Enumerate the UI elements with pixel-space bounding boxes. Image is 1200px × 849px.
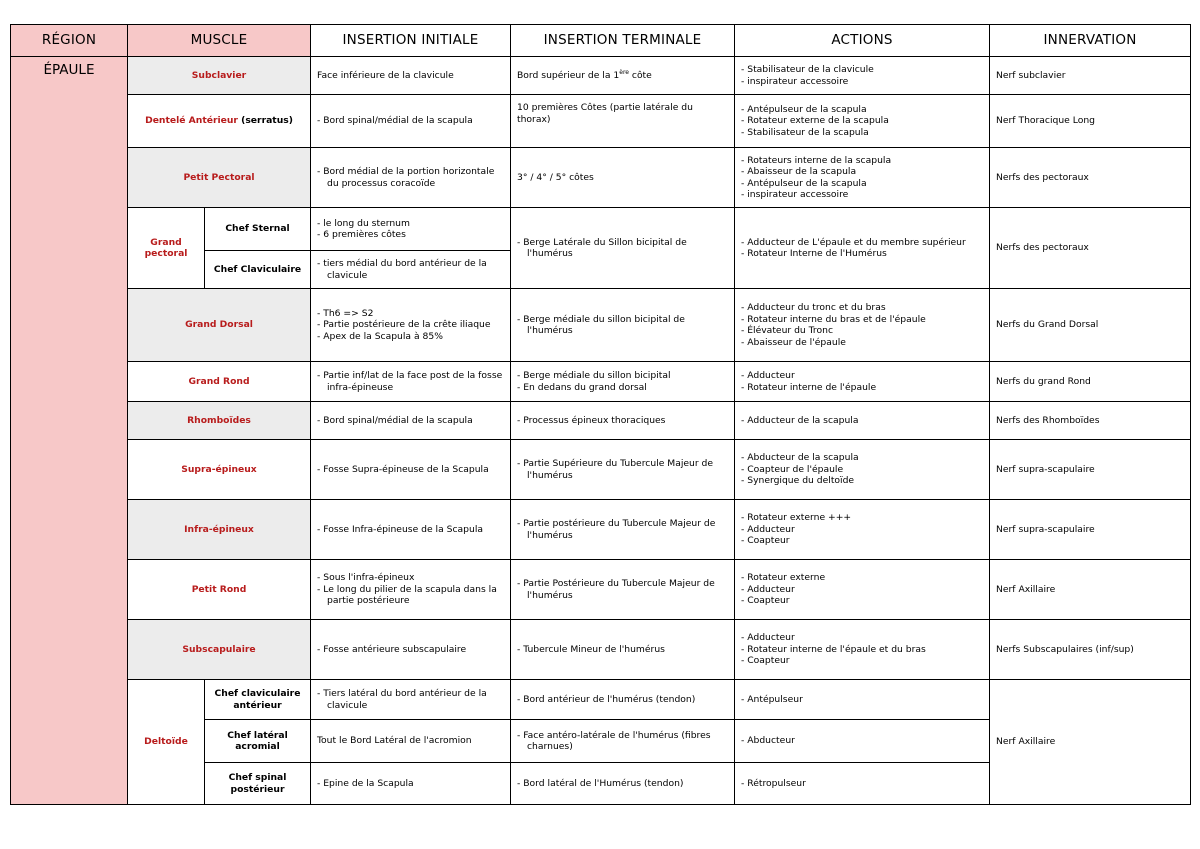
insertion-terminale [511,440,735,500]
muscle-name: Grand Dorsal [128,289,311,362]
initiale-item: - Le long du pilier de la scapula dans la partie postérieure [317,583,497,607]
actions [735,720,990,763]
initiale-item: - Bord médial de la portion horizontale du processus coracoïde [317,166,495,189]
chef-claviculaire: Chef Claviculaire [205,251,311,289]
terminale-item: - Partie Postérieure du Tubercule Majeur de l'humérus [517,578,715,601]
insertion-terminale [511,500,735,560]
innervation: Nerfs des Rhomboïdes [990,402,1191,440]
action-item: - Adducteur [741,370,795,381]
initiale-item: - Th6 => S2 [317,307,374,319]
initiale-item: - le long du sternum [317,217,410,229]
region-cell: ÉPAULE [11,57,128,805]
muscle-name [128,95,311,148]
insertion-terminale [511,57,735,95]
terminale-item: - Bord antérieur de l'humérus (tendon) [517,693,696,705]
chef-claviculaire-anterieur: Chef claviculaire antérieur [205,680,311,720]
terminale-text-end: côte [628,69,652,81]
action-item: - Coapteur [741,535,790,547]
initiale-item: - Epine de la Scapula [317,777,414,789]
action-item: - Antépulseur de la scapula [741,177,867,189]
action-item: - Rétropulseur [741,777,806,789]
initiale-item: - 6 premières côtes [317,229,406,240]
action-item: - Synergique du deltoïde [741,475,855,487]
insertion-initiale [311,763,511,805]
action-item: - Abducteur [741,735,795,747]
actions [735,208,990,289]
chef-spinal-posterieur: Chef spinal postérieur [205,763,311,805]
action-item: - Rotateur interne de l'épaule [741,381,877,393]
muscle-name: Rhomboïdes [128,402,311,440]
action-item: - Abaisseur de la scapula [741,166,857,177]
innervation: Nerfs du Grand Dorsal [990,289,1191,362]
initiale-item: - Partie inf/lat de la face post de la fosse infra-épineuse [317,370,503,393]
header-actions: ACTIONS [735,25,990,57]
header-insertion-initiale: INSERTION INITIALE [311,25,511,57]
innervation: Nerfs des pectoraux [990,148,1191,208]
initiale-item: - Fosse Supra-épineuse de la Scapula [317,463,489,475]
innervation: Nerfs des pectoraux [990,208,1191,289]
muscle-name: Infra-épineux [128,500,311,560]
insertion-initiale [311,289,511,362]
insertion-initiale [311,208,511,251]
actions [735,620,990,680]
insertion-terminale [511,680,735,720]
header-insertion-terminale: INSERTION TERMINALE [511,25,735,57]
anatomy-table [10,24,1191,805]
insertion-terminale [511,720,735,763]
muscle-name: Subscapulaire [128,620,311,680]
actions [735,680,990,720]
action-item: - Rotateur externe +++ [741,512,852,524]
muscle-name: Deltoïde [128,680,205,805]
terminale-item: - Tubercule Mineur de l'humérus [517,643,665,655]
header-muscle: MUSCLE [128,25,311,57]
chef-lateral-acromial: Chef latéral acromial [205,720,311,763]
actions [735,402,990,440]
action-item: - Rotateur Interne de l'Humérus [741,248,887,259]
action-item: - Adducteur [741,523,795,535]
row-petit-pectoral [11,148,1191,208]
actions [735,148,990,208]
initiale-item: - Apex de la Scapula à 85% [317,330,443,342]
insertion-terminale [511,402,735,440]
action-item: - Rotateurs interne de la scapula [741,154,892,166]
insertion-initiale [311,680,511,720]
muscle-name-text: Dentelé Antérieur [145,115,238,127]
actions [735,763,990,805]
innervation: Nerfs du grand Rond [990,362,1191,402]
insertion-terminale [511,362,735,402]
terminale-item: - Partie postérieure du Tubercule Majeur de l'humérus [517,518,716,541]
actions [735,440,990,500]
insertion-initiale: Tout le Bord Latéral de l'acromion [311,720,511,763]
action-item: - Stabilisateur de la scapula [741,126,869,138]
insertion-terminale [511,763,735,805]
muscle-name: Grand Rond [128,362,311,402]
insertion-initiale [311,402,511,440]
actions [735,560,990,620]
terminale-item: - Berge Latérale du Sillon bicipital de l'humérus [517,236,687,259]
muscle-name-extra: (serratus) [241,115,293,127]
action-item: - Abducteur de la scapula [741,452,859,464]
innervation: Nerf Axillaire [990,560,1191,620]
insertion-initiale [311,440,511,500]
action-item: - Coapteur de l'épaule [741,463,844,475]
insertion-terminale [511,289,735,362]
insertion-terminale [511,560,735,620]
row-rhomboides [11,402,1191,440]
actions [735,289,990,362]
insertion-initiale [311,362,511,402]
row-infra-epineux [11,500,1191,560]
insertion-terminale [511,620,735,680]
innervation: Nerf subclavier [990,57,1191,95]
row-subscapulaire [11,620,1191,680]
action-item: - inspirateur accessoire [741,75,849,87]
action-item: - Rotateur externe [741,572,826,584]
chef-sternal: Chef Sternal [205,208,311,251]
action-item: - Rotateur externe de la scapula [741,115,889,127]
initiale-item: - Bord spinal/médial de la scapula [317,414,473,426]
action-item: - inspirateur accessoire [741,189,849,200]
terminale-item: - Berge médiale du sillon bicipital [517,370,671,381]
innervation: Nerf supra-scapulaire [990,500,1191,560]
row-grand-dorsal [11,289,1191,362]
row-petit-rond [11,560,1191,620]
initiale-item: - Sous l'infra-épineux [317,572,415,584]
action-item: - Coapteur [741,655,790,667]
row-grand-pectoral-sternal [11,208,1191,251]
action-item: - Adducteur de L'épaule et du membre supérieur [741,236,966,248]
muscle-name: Subclavier [128,57,311,95]
muscle-name: Grand pectoral [128,208,205,289]
insertion-initiale [311,148,511,208]
row-subclavier [11,57,1191,95]
terminale-item: - Processus épineux thoraciques [517,414,666,426]
action-item: - Antépulseur [741,693,803,705]
insertion-initiale [311,560,511,620]
insertion-initiale [311,251,511,289]
action-item: - Rotateur interne de l'épaule et du bras [741,643,926,655]
terminale-item: - Face antéro-latérale de l'humérus (fibres charnues) [517,729,711,752]
terminale-text: Bord supérieur de la 1 [517,69,620,81]
row-dentele [11,95,1191,148]
actions [735,95,990,148]
actions [735,362,990,402]
terminale-item: - Bord latéral de l'Humérus (tendon) [517,777,684,789]
innervation: Nerf Axillaire [990,680,1191,805]
action-item: - Adducteur [741,632,795,644]
terminale-item: - Partie Supérieure du Tubercule Majeur de l'humérus [517,458,714,481]
action-item: - Adducteur du tronc et du bras [741,302,886,313]
insertion-initiale [311,620,511,680]
action-item: - Adducteur [741,583,795,595]
action-item: - Rotateur interne du bras et de l'épaule [741,313,926,325]
insertion-terminale: 10 premières Côtes (partie latérale du thorax) [511,95,735,148]
row-grand-rond [11,362,1191,402]
header-region: RÉGION [11,25,128,57]
insertion-initiale: Face inférieure de la clavicule [311,57,511,95]
initiale-item: - tiers médial du bord antérieur de la clavicule [317,258,487,281]
insertion-initiale [311,500,511,560]
initiale-item: - Fosse antérieure subscapulaire [317,643,467,655]
action-item: - Adducteur de la scapula [741,414,859,426]
muscle-name: Petit Rond [128,560,311,620]
insertion-terminale: 3° / 4° / 5° côtes [511,148,735,208]
action-item: - Coapteur [741,595,790,607]
header-innervation: INNERVATION [990,25,1191,57]
action-item: - Stabilisateur de la clavicule [741,64,874,75]
action-item: - Antépulseur de la scapula [741,103,867,115]
initiale-item: - Partie postérieure de la crête iliaque [317,319,491,331]
innervation: Nerf Thoracique Long [990,95,1191,148]
actions [735,500,990,560]
actions [735,57,990,95]
terminale-item: - En dedans du grand dorsal [517,381,647,393]
terminale-item: - Berge médiale du sillon bicipital de l'humérus [517,313,685,336]
innervation: Nerf supra-scapulaire [990,440,1191,500]
action-item: - Abaisseur de l'épaule [741,336,846,348]
innervation: Nerfs Subscapulaires (inf/sup) [990,620,1191,680]
initiale-item: - Bord spinal/médial de la scapula [317,115,473,127]
row-deltoide-anterieur [11,680,1191,720]
insertion-terminale [511,208,735,289]
muscle-name: Petit Pectoral [128,148,311,208]
muscle-name: Supra-épineux [128,440,311,500]
row-supra-epineux [11,440,1191,500]
insertion-initiale [311,95,511,148]
header-row [11,25,1191,57]
initiale-item: - Fosse Infra-épineuse de la Scapula [317,523,484,535]
action-item: - Élévateur du Tronc [741,325,833,336]
initiale-item: - Tiers latéral du bord antérieur de la clavicule [317,688,487,711]
terminale-superscript: ère [619,68,629,76]
